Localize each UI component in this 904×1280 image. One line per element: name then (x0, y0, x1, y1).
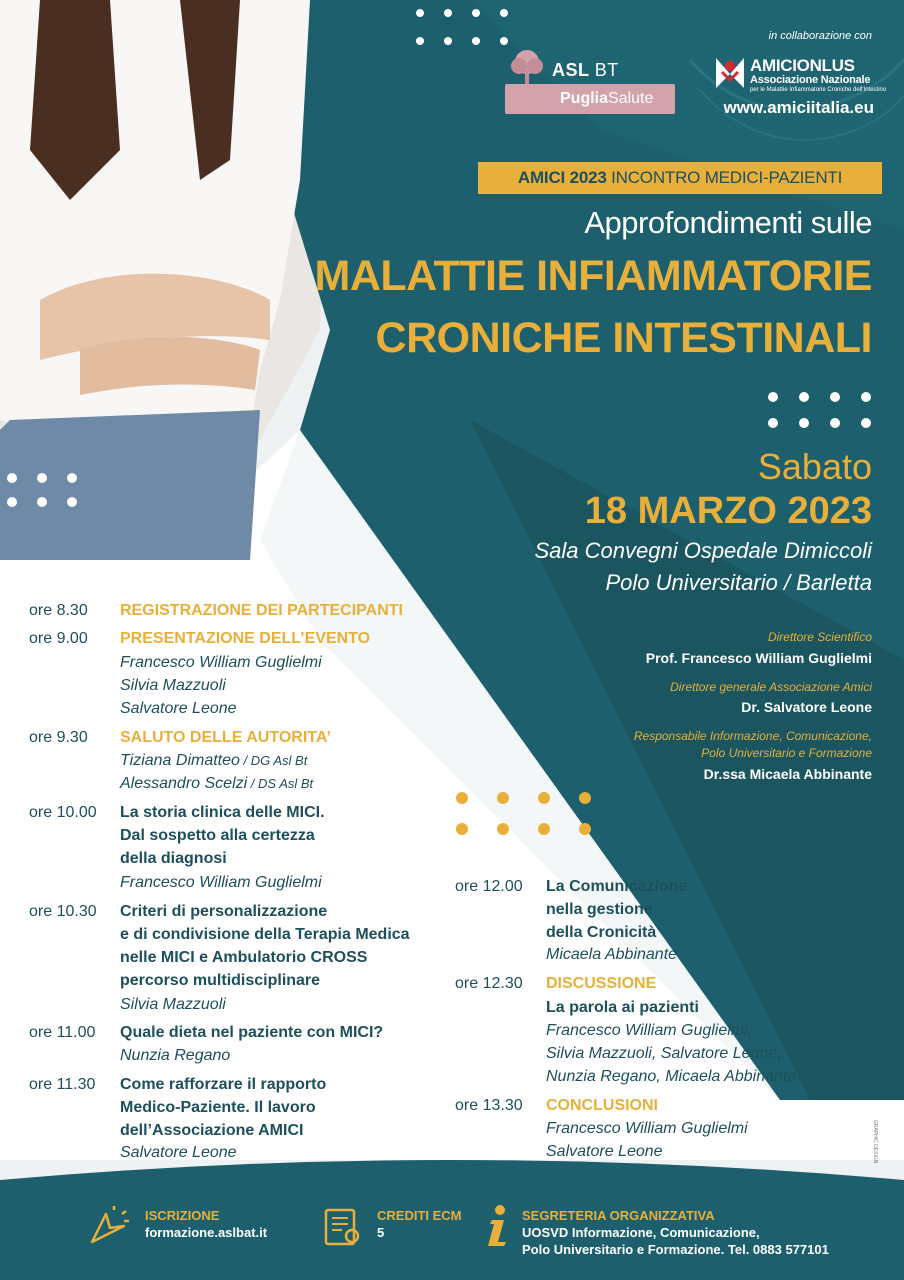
role-person: Prof. Francesco William Guglielmi (645, 650, 872, 666)
program-time: ore 11.00 (29, 1024, 96, 1041)
program-time: ore 12.00 (455, 878, 523, 895)
program-speaker: Salvatore Leone (120, 1144, 237, 1161)
segreteria-line1: UOSVD Informazione, Comunicazione, (522, 1225, 760, 1240)
amici-logo-tagline: per le Malattie Infiammatorie Croniche dell'Intestino (750, 87, 887, 93)
event-venue-line2: Polo Universitario / Barletta (605, 570, 872, 595)
program-title: Criteri di personalizzazione (120, 903, 328, 920)
program-speaker: Micaela Abbinante (546, 946, 678, 963)
event-banner-text: AMICI 2023 INCONTRO MEDICI-PAZIENTI (517, 168, 843, 187)
program-title: La parola ai pazienti (546, 999, 699, 1016)
program-time: ore 9.30 (29, 729, 88, 746)
crediti-value: 5 (377, 1225, 385, 1240)
program-title: Medico-Paziente. Il lavoro (120, 1099, 316, 1116)
program-title: PRESENTAZIONE DELL’EVENTO (120, 630, 371, 647)
cursor-click-icon (88, 1206, 132, 1246)
program-title: Quale dieta nel paziente con MICI? (120, 1024, 384, 1041)
asl-logo-name: ASL BT (552, 60, 619, 80)
program-title: dell’Associazione AMICI (120, 1122, 304, 1139)
program-time: ore 9.00 (29, 630, 88, 647)
collaboration-label: in collaborazione con (768, 30, 872, 42)
crediti-label: CREDITI ECM (377, 1208, 462, 1223)
puglia-salute-text: PugliaSalute (560, 90, 654, 107)
event-subtitle: Approfondimenti sulle (584, 205, 872, 240)
program-title: nelle MICI e Ambulatorio CROSS (120, 949, 368, 966)
program-time: ore 13.30 (455, 1097, 523, 1114)
program-speaker: Francesco William Guglielmi (546, 1120, 748, 1137)
program-speaker: Alessandro Scelzi / DS Asl Bt (120, 775, 314, 792)
program-title: CONCLUSIONI (546, 1097, 658, 1114)
program-title: della diagnosi (120, 850, 227, 867)
role-label: Direttore generale Associazione Amici (670, 680, 872, 694)
program-time: ore 8.30 (29, 602, 88, 619)
program-speaker: Silvia Mazzuoli (120, 996, 226, 1013)
program-title: Come rafforzare il rapporto (120, 1076, 327, 1093)
program-speaker: Silvia Mazzuoli (120, 677, 226, 694)
event-venue-line1: Sala Convegni Ospedale Dimiccoli (534, 538, 872, 563)
event-title-line2: CRONICHE INTESTINALI (375, 314, 872, 362)
amici-logo-icon (714, 56, 746, 90)
segreteria-line2: Polo Universitario e Formazione. Tel. 0883 577101 (522, 1242, 829, 1257)
program-speaker: Tiziana Dimatteo / DG Asl Bt (120, 752, 308, 769)
info-icon (484, 1204, 512, 1248)
design-credit: GRAPHIC DESIGN (872, 1120, 878, 1164)
program-speaker: Nunzia Regano (120, 1047, 231, 1064)
tree-logo-icon (505, 48, 549, 88)
iscrizione-link[interactable]: formazione.aslbat.it (145, 1225, 268, 1240)
role-label: Direttore Scientifico (767, 630, 872, 644)
program-title: nella gestione (546, 901, 653, 918)
event-date: 18 MARZO 2023 (584, 490, 872, 532)
program-time: ore 11.30 (29, 1076, 96, 1093)
program-title: e di condivisione della Terapia Medica (120, 926, 410, 943)
program-speaker: Salvatore Leone (120, 700, 237, 717)
program-title: della Cronicità (546, 924, 657, 941)
program-time: ore 10.00 (29, 804, 97, 821)
role-person: Dr. Salvatore Leone (741, 699, 872, 715)
program-title: La storia clinica delle MICI. (120, 804, 325, 821)
amici-logo-name: AMICIONLUS (750, 56, 855, 75)
program-title: DISCUSSIONE (546, 975, 657, 992)
event-title-line1: MALATTIE INFIAMMATORIE (314, 252, 872, 300)
program-speaker: Francesco William Guglielmi, (546, 1022, 753, 1039)
iscrizione-label: ISCRIZIONE (145, 1208, 220, 1223)
program-speaker: Nunzia Regano, Micaela Abbinante (546, 1068, 797, 1085)
program-title: REGISTRAZIONE DEI PARTECIPANTI (120, 602, 403, 619)
amici-logo-subtitle: Associazione Nazionale (750, 74, 871, 86)
program-speaker: Francesco William Guglielmi (120, 654, 322, 671)
program-speaker: Silvia Mazzuoli, Salvatore Leone, (546, 1045, 782, 1062)
program-speaker: Salvatore Leone (546, 1143, 663, 1160)
program-time: ore 10.30 (29, 903, 97, 920)
program-title: SALUTO DELLE AUTORITA’ (120, 729, 331, 746)
role-person: Dr.ssa Micaela Abbinante (703, 766, 872, 782)
program-title: Dal sospetto alla certezza (120, 827, 315, 844)
role-label: Responsabile Informazione, Comunicazione, (633, 729, 872, 743)
program-time: ore 12.30 (455, 975, 523, 992)
program-speaker: Francesco William Guglielmi (120, 874, 322, 891)
amici-website[interactable]: www.amiciitalia.eu (723, 98, 874, 117)
program-title: percorso multidisciplinare (120, 972, 321, 989)
program-title: La Comunicazione (546, 878, 688, 895)
role-label: Polo Universitario e Formazione (701, 746, 872, 760)
segreteria-label: SEGRETERIA ORGANIZZATIVA (522, 1208, 715, 1223)
certificate-icon (322, 1206, 362, 1248)
event-day: Sabato (757, 446, 872, 487)
